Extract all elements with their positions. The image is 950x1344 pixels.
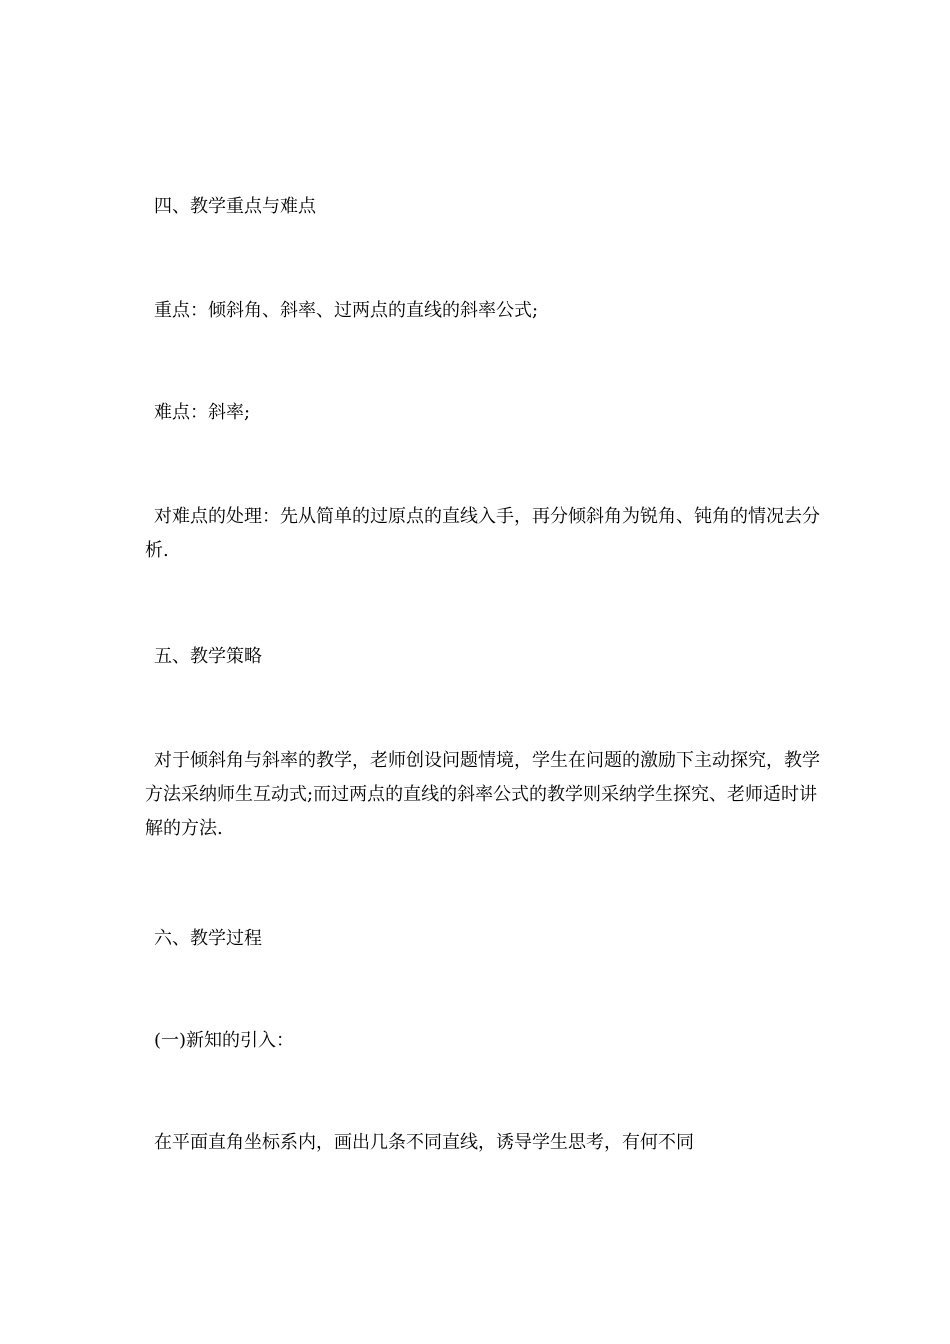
section-heading-strategy: 五、教学策略: [154, 646, 262, 667]
paragraph-intro: 在平面直角坐标系内，画出几条不同直线，诱导学生思考，有何不同: [154, 1132, 694, 1153]
paragraph-difficulty: 难点：斜率;: [154, 402, 251, 423]
paragraph-key-point: 重点：倾斜角、斜率、过两点的直线的斜率公式;: [154, 300, 539, 321]
section-heading-process: 六、教学过程: [154, 928, 262, 949]
paragraph-difficulty-handling: 对难点的处理：先从简单的过原点的直线入手，再分倾斜角为锐角、钝角的情况去分析.: [145, 506, 820, 561]
paragraph-strategy: 对于倾斜角与斜率的教学，老师创设问题情境，学生在问题的激励下主动探究，教学方法采纳师生互动式;而过两点的直线的斜率公式的教学则采纳学生探究、老师适时讲解的方法.: [145, 750, 820, 839]
section-heading-key-points: 四、教学重点与难点: [154, 196, 316, 217]
subsection-heading-intro: (一)新知的引入：: [154, 1030, 295, 1051]
